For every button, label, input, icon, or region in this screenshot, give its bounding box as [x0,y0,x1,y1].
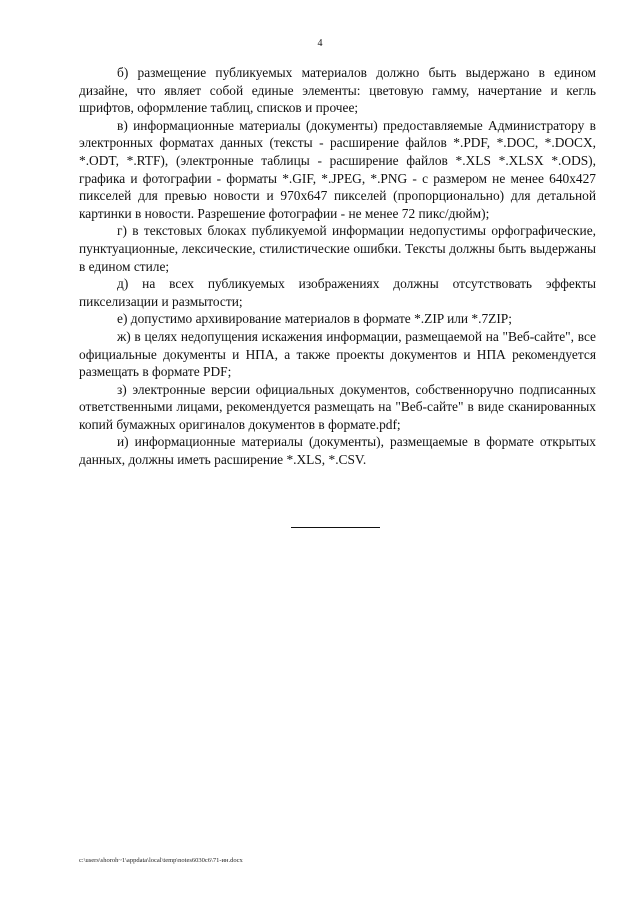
paragraph-i: и) информационные материалы (документы), размещаемые в формате открытых данных, должны иметь расширение *.XLS, *.CSV. [79,434,596,468]
footer-file-path: c:\users\shoroh~1\appdata\local\temp\notes6030c6\71-ин.docx [79,857,243,864]
paragraph-g: г) в текстовых блоках публикуемой информации недопустимы орфографические, пунктуационные, лексические, стилистические ошибки. Тексты должны быть выдержаны в едином стиле; [79,223,596,274]
paragraph-d: д) на всех публикуемых изображениях должны отсутствовать эффекты пикселизации и размытости; [79,276,596,309]
paragraph-zh: ж) в целях недопущения искажения информации, размещаемой на "Веб-сайте", все официальные документы и НПА, а также проекты документов и НПА рекомендуется размещать в формате PDF; [79,328,596,380]
paragraph-z: з) электронные версии официальных документов, собственноручно подписанных ответственными лицами, рекомендуется размещать на "Веб-сайте" в виде сканированных копий бумажных оригиналов документов в формате.pdf; [79,381,596,432]
paragraph-e: е) допустимо архивирование материалов в формате *.ZIP или *.7ZIP; [117,311,512,327]
paragraph-v: в) информационные материалы (документы) предоставляемые Администратору в электронных форматах данных (тексты - расширение файлов *.PDF, *.DOC, *.DOCX, *.ODT, *.RTF), (электронные таблицы - расширение файлов *.XLS *.XLSX *.ODS), графика и фотографии - форматы *.GIF, *.JPEG, *.PNG - с размером не менее 640х427 пикселей для превью новости и 970х647 пикселей (пропорционально) для детальной картинки в новости. Разрешение фотографии - не менее 72 пикс/дюйм); [79,117,596,221]
body-text [79,64,596,469]
end-divider-line [291,527,380,528]
page-number: 4 [317,38,323,49]
paragraph-b: б) размещение публикуемых материалов должно быть выдержано в едином дизайне, что являет собой единые элементы: цветовую гамму, начертание и кегль шрифтов, оформление таблиц, списков и прочее; [79,65,596,116]
